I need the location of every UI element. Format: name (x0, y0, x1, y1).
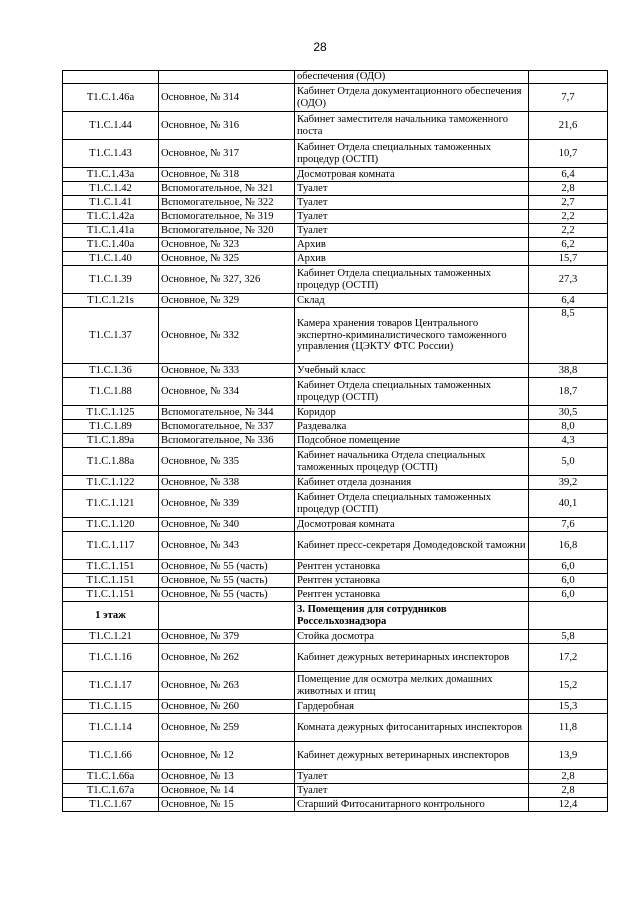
table-row (63, 168, 608, 182)
room-type-cell: Вспомогательное, № 322 (159, 196, 295, 210)
room-name-cell: Камера хранения товаров Центрального экспертно-криминалистического таможенного управления (ЦЭКТУ ФТС России) (295, 308, 529, 364)
table-row (63, 448, 608, 476)
room-code-cell: Т1.С.1.67а (63, 784, 159, 798)
table-row (63, 714, 608, 742)
room-type-cell: Основное, № 343 (159, 532, 295, 560)
room-type-cell: Основное, № 262 (159, 644, 295, 672)
table-row (63, 574, 608, 588)
table-row (63, 71, 608, 84)
room-code-cell: Т1.С.1.37 (63, 308, 159, 364)
room-area-cell: 10,7 (529, 140, 608, 168)
room-area-cell: 5,8 (529, 630, 608, 644)
room-area-cell: 6,0 (529, 588, 608, 602)
table-row (63, 294, 608, 308)
room-area-cell: 2,2 (529, 210, 608, 224)
room-area-cell (529, 602, 608, 630)
room-name-cell: Туалет (295, 182, 529, 196)
room-code-cell: Т1.С.1.89а (63, 434, 159, 448)
room-type-cell: Основное, № 13 (159, 770, 295, 784)
room-name-cell: Коридор (295, 406, 529, 420)
room-code-cell: Т1.С.1.88 (63, 378, 159, 406)
table-row (63, 532, 608, 560)
room-name-cell: Туалет (295, 210, 529, 224)
room-type-cell: Основное, № 55 (часть) (159, 574, 295, 588)
room-area-cell: 7,6 (529, 518, 608, 532)
room-name-cell: Склад (295, 294, 529, 308)
room-type-cell: Вспомогательное, № 319 (159, 210, 295, 224)
table-row (63, 518, 608, 532)
room-type-cell: Основное, № 12 (159, 742, 295, 770)
room-code-cell: Т1.С.1.43 (63, 140, 159, 168)
room-code-cell: Т1.С.1.121 (63, 490, 159, 518)
room-code-cell: 1 этаж (63, 602, 159, 630)
table-row (63, 140, 608, 168)
room-area-cell: 6,4 (529, 294, 608, 308)
room-type-cell: Основное, № 333 (159, 364, 295, 378)
table-row (63, 630, 608, 644)
room-type-cell: Вспомогательное, № 337 (159, 420, 295, 434)
room-type-cell: Основное, № 317 (159, 140, 295, 168)
room-name-cell: Кабинет Отдела специальных таможенных процедур (ОСТП) (295, 378, 529, 406)
room-name-cell: Комната дежурных фитосанитарных инспекторов (295, 714, 529, 742)
room-type-cell: Основное, № 338 (159, 476, 295, 490)
table-row (63, 476, 608, 490)
room-code-cell: Т1.С.1.41а (63, 224, 159, 238)
room-type-cell (159, 71, 295, 84)
room-name-cell: Подсобное помещение (295, 434, 529, 448)
room-type-cell: Основное, № 379 (159, 630, 295, 644)
room-area-cell: 6,0 (529, 560, 608, 574)
room-code-cell: Т1.С.1.40а (63, 238, 159, 252)
room-type-cell: Основное, № 260 (159, 700, 295, 714)
room-type-cell: Вспомогательное, № 321 (159, 182, 295, 196)
room-name-cell: Туалет (295, 770, 529, 784)
room-type-cell: Основное, № 14 (159, 784, 295, 798)
room-type-cell: Основное, № 335 (159, 448, 295, 476)
room-area-cell: 7,7 (529, 84, 608, 112)
room-area-cell: 8,5 (529, 308, 608, 364)
room-code-cell: Т1.С.1.66 (63, 742, 159, 770)
table-row (63, 238, 608, 252)
room-code-cell: Т1.С.1.122 (63, 476, 159, 490)
table-row (63, 84, 608, 112)
room-code-cell: Т1.С.1.14 (63, 714, 159, 742)
table-row (63, 434, 608, 448)
room-code-cell: Т1.С.1.39 (63, 266, 159, 294)
room-code-cell: Т1.С.1.21 (63, 630, 159, 644)
table-row (63, 672, 608, 700)
room-type-cell: Вспомогательное, № 320 (159, 224, 295, 238)
room-area-cell: 6,0 (529, 574, 608, 588)
room-area-cell: 4,3 (529, 434, 608, 448)
table-row (63, 406, 608, 420)
page-number: 28 (313, 40, 327, 54)
room-code-cell: Т1.С.1.89 (63, 420, 159, 434)
room-area-cell: 2,8 (529, 770, 608, 784)
table-row (63, 252, 608, 266)
room-type-cell: Основное, № 263 (159, 672, 295, 700)
table-row (63, 490, 608, 518)
room-name-cell: Кабинет начальника Отдела специальных таможенных процедур (ОСТП) (295, 448, 529, 476)
room-name-cell: Кабинет дежурных ветеринарных инспекторов (295, 644, 529, 672)
room-area-cell: 2,8 (529, 182, 608, 196)
room-name-cell: Кабинет Отдела специальных таможенных процедур (ОСТП) (295, 140, 529, 168)
room-area-cell: 16,8 (529, 532, 608, 560)
room-area-cell: 2,8 (529, 784, 608, 798)
table-row (63, 196, 608, 210)
room-name-cell: обеспечения (ОДО) (295, 71, 529, 84)
room-type-cell: Основное, № 316 (159, 112, 295, 140)
table-row (63, 308, 608, 364)
room-area-cell: 15,7 (529, 252, 608, 266)
room-type-cell: Основное, № 314 (159, 84, 295, 112)
room-area-cell (529, 71, 608, 84)
room-name-cell: Кабинет отдела дознания (295, 476, 529, 490)
room-code-cell: Т1.С.1.15 (63, 700, 159, 714)
room-area-cell: 2,7 (529, 196, 608, 210)
room-code-cell (63, 71, 159, 84)
table-row (63, 588, 608, 602)
table-row (63, 700, 608, 714)
room-code-cell: Т1.С.1.88а (63, 448, 159, 476)
room-name-cell: Помещение для осмотра мелких домашних животных и птиц (295, 672, 529, 700)
room-name-cell: Кабинет пресс-секретаря Домодедовской таможни (295, 532, 529, 560)
room-name-cell: Старший Фитосанитарного контрольного (295, 798, 529, 812)
room-type-cell: Вспомогательное, № 344 (159, 406, 295, 420)
room-area-cell: 17,2 (529, 644, 608, 672)
room-name-cell: Рентген установка (295, 574, 529, 588)
room-code-cell: Т1.С.1.21s (63, 294, 159, 308)
room-code-cell: Т1.С.1.36 (63, 364, 159, 378)
room-area-cell: 15,3 (529, 700, 608, 714)
table-row (63, 560, 608, 574)
room-area-cell: 13,9 (529, 742, 608, 770)
room-code-cell: Т1.С.1.120 (63, 518, 159, 532)
room-type-cell: Основное, № 318 (159, 168, 295, 182)
room-code-cell: Т1.С.1.40 (63, 252, 159, 266)
room-area-cell: 30,5 (529, 406, 608, 420)
premises-table (62, 70, 608, 812)
room-name-cell: 3. Помещения для сотрудников Россельхознадзора (295, 602, 529, 630)
table-row (63, 602, 608, 630)
room-area-cell: 15,2 (529, 672, 608, 700)
table-row (63, 742, 608, 770)
room-type-cell: Основное, № 332 (159, 308, 295, 364)
table-row (63, 210, 608, 224)
room-code-cell: Т1.С.1.42а (63, 210, 159, 224)
room-type-cell: Основное, № 325 (159, 252, 295, 266)
room-code-cell: Т1.С.1.43а (63, 168, 159, 182)
room-name-cell: Кабинет дежурных ветеринарных инспекторов (295, 742, 529, 770)
room-area-cell: 6,2 (529, 238, 608, 252)
room-type-cell: Основное, № 340 (159, 518, 295, 532)
room-area-cell: 2,2 (529, 224, 608, 238)
table-row (63, 644, 608, 672)
room-name-cell: Рентген установка (295, 560, 529, 574)
room-code-cell: Т1.С.1.66а (63, 770, 159, 784)
table-row (63, 784, 608, 798)
table-row (63, 182, 608, 196)
table-row (63, 420, 608, 434)
room-name-cell: Гардеробная (295, 700, 529, 714)
room-type-cell (159, 602, 295, 630)
room-name-cell: Кабинет Отдела специальных таможенных процедур (ОСТП) (295, 490, 529, 518)
room-name-cell: Кабинет Отдела документационного обеспечения (ОДО) (295, 84, 529, 112)
room-type-cell: Основное, № 15 (159, 798, 295, 812)
room-code-cell: Т1.С.1.42 (63, 182, 159, 196)
room-type-cell: Основное, № 339 (159, 490, 295, 518)
room-name-cell: Кабинет заместителя начальника таможенного поста (295, 112, 529, 140)
table-row (63, 224, 608, 238)
room-code-cell: Т1.С.1.46а (63, 84, 159, 112)
room-area-cell: 18,7 (529, 378, 608, 406)
room-type-cell: Основное, № 259 (159, 714, 295, 742)
table-row (63, 266, 608, 294)
room-type-cell: Основное, № 323 (159, 238, 295, 252)
room-type-cell: Вспомогательное, № 336 (159, 434, 295, 448)
room-area-cell: 27,3 (529, 266, 608, 294)
room-type-cell: Основное, № 55 (часть) (159, 588, 295, 602)
room-name-cell: Учебный класс (295, 364, 529, 378)
room-name-cell: Кабинет Отдела специальных таможенных процедур (ОСТП) (295, 266, 529, 294)
room-code-cell: Т1.С.1.151 (63, 574, 159, 588)
room-code-cell: Т1.С.1.67 (63, 798, 159, 812)
room-type-cell: Основное, № 55 (часть) (159, 560, 295, 574)
room-name-cell: Туалет (295, 784, 529, 798)
room-code-cell: Т1.С.1.44 (63, 112, 159, 140)
room-area-cell: 5,0 (529, 448, 608, 476)
room-area-cell: 39,2 (529, 476, 608, 490)
room-name-cell: Архив (295, 238, 529, 252)
room-code-cell: Т1.С.1.16 (63, 644, 159, 672)
room-name-cell: Досмотровая комната (295, 168, 529, 182)
room-type-cell: Основное, № 329 (159, 294, 295, 308)
room-name-cell: Рентген установка (295, 588, 529, 602)
table-row (63, 798, 608, 812)
room-name-cell: Туалет (295, 196, 529, 210)
room-name-cell: Досмотровая комната (295, 518, 529, 532)
room-type-cell: Основное, № 334 (159, 378, 295, 406)
room-area-cell: 6,4 (529, 168, 608, 182)
room-area-cell: 8,0 (529, 420, 608, 434)
room-name-cell: Туалет (295, 224, 529, 238)
room-area-cell: 11,8 (529, 714, 608, 742)
room-area-cell: 12,4 (529, 798, 608, 812)
table-row (63, 112, 608, 140)
room-type-cell: Основное, № 327, 326 (159, 266, 295, 294)
room-area-cell: 38,8 (529, 364, 608, 378)
room-name-cell: Стойка досмотра (295, 630, 529, 644)
premises-table-body (63, 71, 608, 812)
table-row (63, 770, 608, 784)
room-code-cell: Т1.С.1.125 (63, 406, 159, 420)
room-code-cell: Т1.С.1.151 (63, 560, 159, 574)
room-name-cell: Раздевалка (295, 420, 529, 434)
table-row (63, 364, 608, 378)
room-code-cell: Т1.С.1.151 (63, 588, 159, 602)
room-code-cell: Т1.С.1.17 (63, 672, 159, 700)
room-area-cell: 21,6 (529, 112, 608, 140)
room-area-cell: 40,1 (529, 490, 608, 518)
table-row (63, 378, 608, 406)
room-code-cell: Т1.С.1.41 (63, 196, 159, 210)
room-name-cell: Архив (295, 252, 529, 266)
room-code-cell: Т1.С.1.117 (63, 532, 159, 560)
